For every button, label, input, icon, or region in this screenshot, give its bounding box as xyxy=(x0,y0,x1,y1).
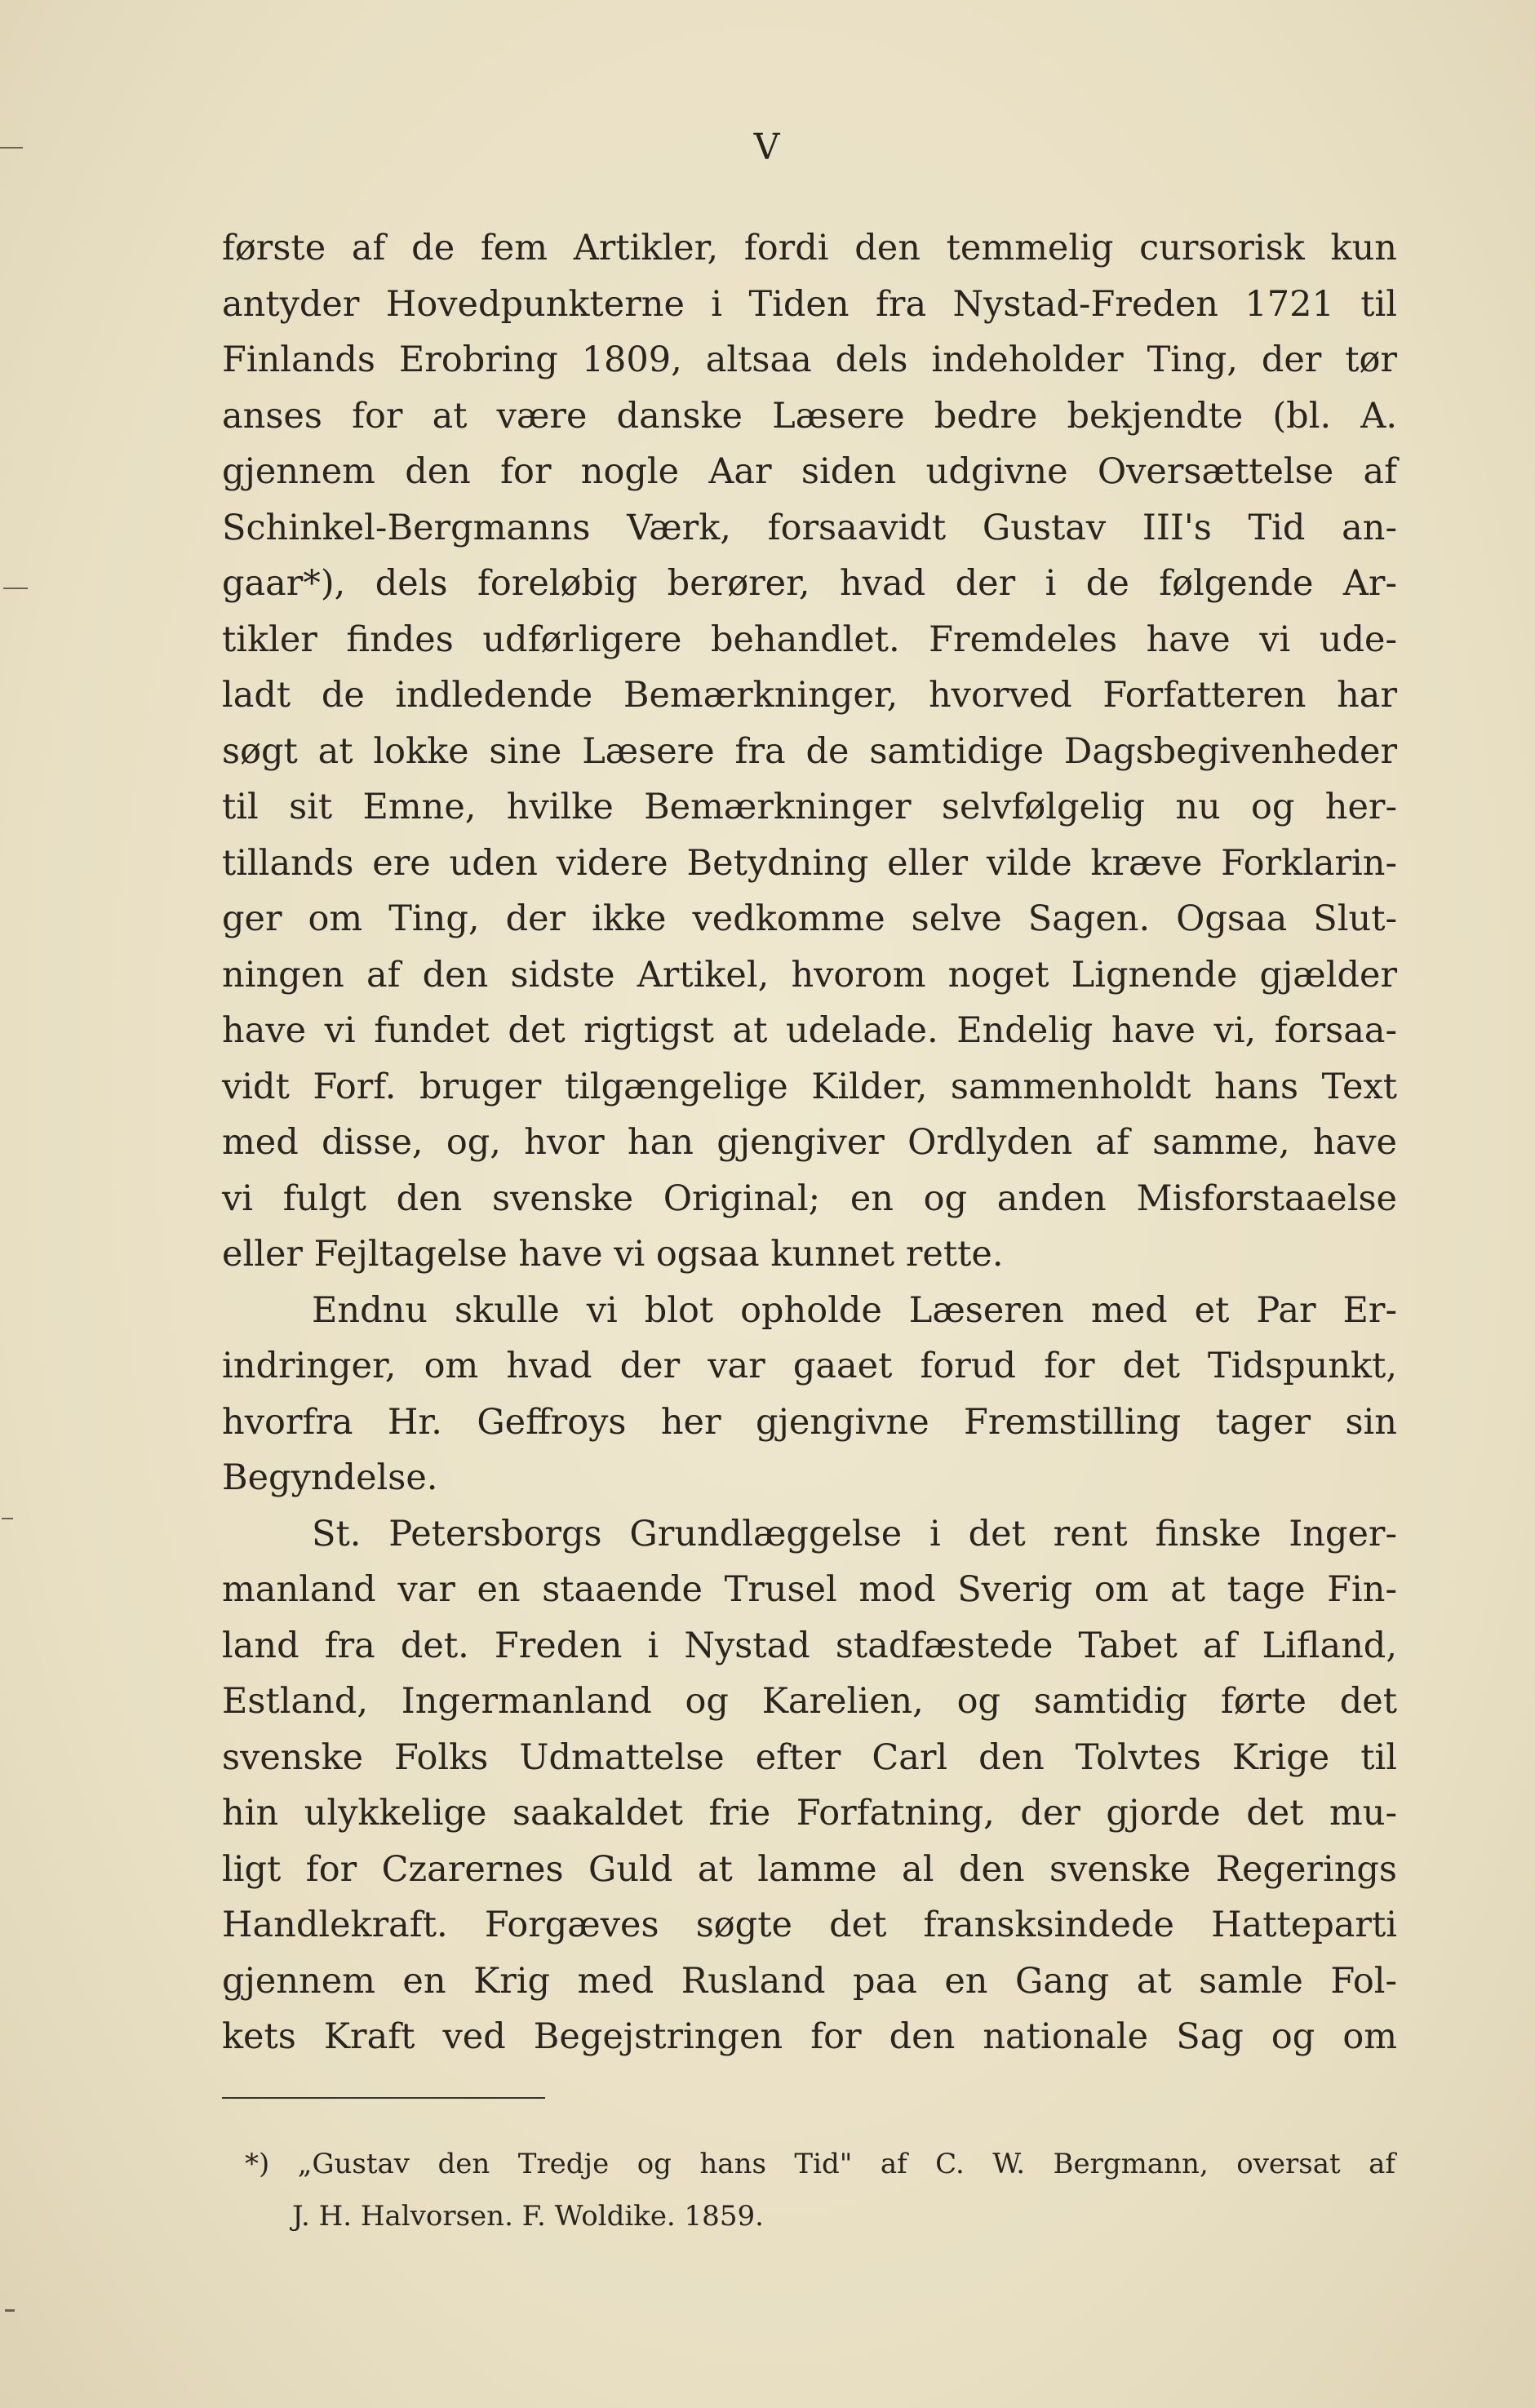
text-line: Handlekraft. Forgæves søgte det fransksindede Hatteparti xyxy=(222,1905,1397,1945)
margin-mark xyxy=(0,147,23,149)
text-line: tillands ere uden videre Betydning eller vilde kræve Forklarin- xyxy=(222,842,1397,884)
footnote-line: J. H. Halvorsen. F. Woldike. 1859. xyxy=(292,2200,764,2233)
text-line: hvorfra Hr. Geffroys her gjengivne Fremstilling tager sin xyxy=(222,1401,1397,1443)
text-line: Endnu skulle vi blot opholde Læseren med et Par Er- xyxy=(312,1289,1397,1331)
text-line: manland var en staaende Trusel mod Sverig om at tage Fin- xyxy=(222,1569,1397,1610)
text-line: anses for at være danske Læsere bedre bekjendte (bl. A. xyxy=(222,395,1397,437)
footnote xyxy=(245,2138,1395,2242)
text-line: til sit Emne, hvilke Bemærkninger selvfølgelig nu og her- xyxy=(222,787,1397,827)
margin-mark xyxy=(5,2309,15,2312)
text-line: have vi fundet det rigtigst at udelade. Endelig have vi, forsaa- xyxy=(222,1010,1397,1051)
footnote-rule xyxy=(222,2097,545,2099)
text-line: vi fulgt den svenske Original; en og anden Misforstaaelse xyxy=(222,1177,1397,1219)
text-line: Estland, Ingermanland og Karelien, og samtidig førte det xyxy=(222,1681,1397,1722)
footnote-line: *) „Gustav den Tredje og hans Tid" af C. W. Bergmann, oversat af xyxy=(245,2148,1395,2180)
text-line: gaar*), dels foreløbig berører, hvad der i de følgende Ar- xyxy=(222,563,1397,604)
text-line: gjennem den for nogle Aar siden udgivne Oversættelse af xyxy=(222,451,1397,492)
text-line: kets Kraft ved Begejstringen for den nationale Sag og om xyxy=(222,2016,1397,2057)
text-line: svenske Folks Udmattelse efter Carl den Tolvtes Krige til xyxy=(222,1736,1397,1778)
text-line: vidt Forf. bruger tilgængelige Kilder, sammenholdt hans Text xyxy=(222,1066,1397,1107)
text-line: med disse, og, hvor han gjengiver Ordlyden af samme, have xyxy=(222,1122,1397,1163)
text-line: St. Petersborgs Grundlæggelse i det rent finske Inger- xyxy=(312,1513,1397,1554)
text-line: eller Fejltagelse have vi ogsaa kunnet rette. xyxy=(222,1234,1004,1275)
text-line: første af de fem Artikler, fordi den temmelig cursorisk kun xyxy=(222,228,1397,268)
text-line: søgt at lokke sine Læsere fra de samtidige Dagsbegivenheder xyxy=(222,730,1397,772)
text-line: ningen af den sidste Artikel, hvorom noget Lignende gjælder xyxy=(222,954,1397,996)
text-line: ligt for Czarernes Guld at lamme al den svenske Regerings xyxy=(222,1848,1397,1890)
text-line: indringer, om hvad der var gaaet forud for det Tidspunkt, xyxy=(222,1346,1397,1386)
text-line: Begyndelse. xyxy=(222,1457,438,1498)
margin-mark xyxy=(2,1518,13,1519)
text-line: land fra det. Freden i Nystad stadfæstede Tabet af Lifland, xyxy=(222,1625,1397,1666)
text-line: antyder Hovedpunkterne i Tiden fra Nystad-Freden 1721 til xyxy=(222,283,1397,325)
text-line: ger om Ting, der ikke vedkomme selve Sagen. Ogsaa Slut- xyxy=(222,898,1397,939)
text-line: Schinkel-Bergmanns Værk, forsaavidt Gustav III's Tid an- xyxy=(222,507,1397,548)
text-line: hin ulykkelige saakaldet frie Forfatning, der gjorde det mu- xyxy=(222,1793,1397,1834)
text-line: ladt de indledende Bemærkninger, hvorved Forfatteren har xyxy=(222,675,1397,716)
text-line: Finlands Erobring 1809, altsaa dels indeholder Ting, der tør xyxy=(222,339,1397,380)
margin-mark xyxy=(3,588,28,589)
text-line: tikler findes udførligere behandlet. Fremdeles have vi ude- xyxy=(222,619,1397,660)
text-line: gjennem en Krig med Rusland paa en Gang at samle Fol- xyxy=(222,1960,1397,2002)
body-text xyxy=(222,220,1397,2065)
page-number: V xyxy=(753,126,782,168)
